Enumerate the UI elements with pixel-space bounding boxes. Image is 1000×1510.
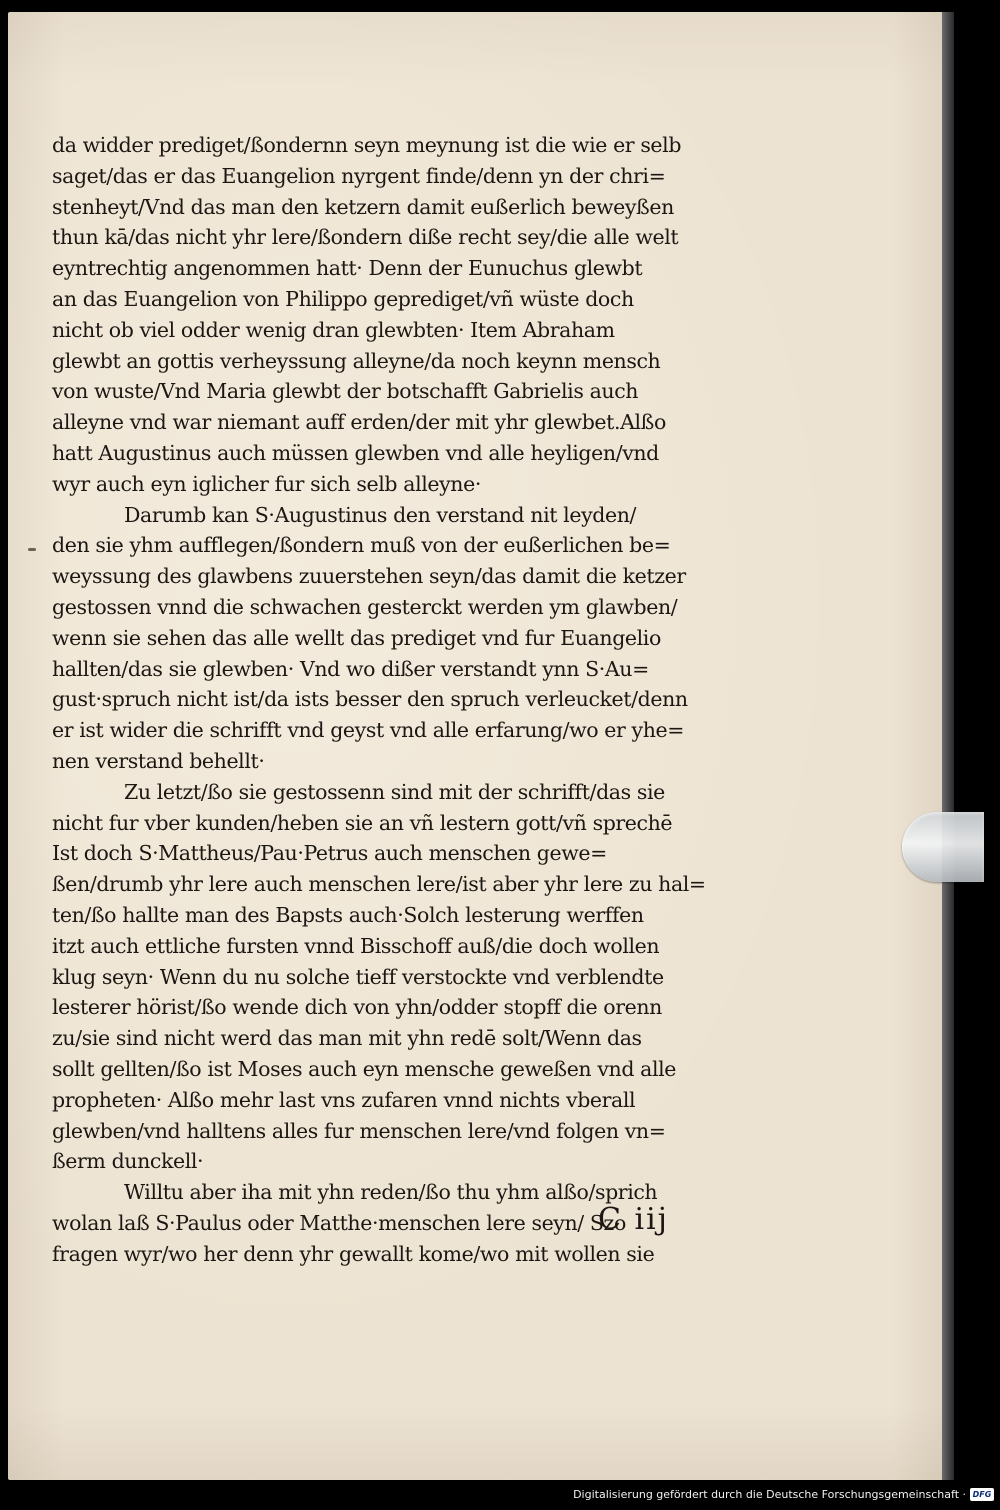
text-line: wenn sie sehen das alle wellt das prediget vnd fur Euangelio [52, 625, 661, 650]
text-line: ßerm dunckell· [52, 1149, 204, 1174]
text-line: propheten· Alßo mehr last vns zufaren vnnd nichts vberall [52, 1087, 636, 1112]
text-line: Zu letzt/ßo sie gestossenn sind mit der schrifft/das sie [124, 779, 665, 804]
text-line: sollt gellten/ßo ist Moses auch eyn mensche geweßen vnd alle [52, 1056, 677, 1081]
text-line: Darumb kan S·Augustinus den verstand nit leyden/ [124, 502, 637, 527]
text-line: Willtu aber iha mit yhn reden/ßo thu yhm alßo/sprich [124, 1180, 658, 1205]
text-line: hallten/das sie glewben· Vnd wo dißer verstandt ynn S·Au= [52, 656, 649, 681]
page-clip-holder [902, 812, 984, 882]
text-line: weyssung des glawbens zuuerstehen seyn/das damit die ketzer [52, 564, 686, 589]
text-line: itzt auch ettliche fursten vnnd Bisschoff auß/die doch wollen [52, 933, 660, 958]
text-line: gust·spruch nicht ist/da ists besser den spruch verleucket/denn [52, 687, 688, 712]
text-line: an das Euangelion von Philippo geprediget/vñ wüste doch [52, 286, 634, 311]
text-line: Ist doch S·Mattheus/Pau·Petrus auch menschen gewe= [52, 841, 607, 866]
text-line: fragen wyr/wo her denn yhr gewallt kome/wo mit wollen sie [52, 1241, 655, 1266]
text-line: lesterer hörist/ßo wende dich von yhn/odder stopff die orenn [52, 995, 662, 1020]
text-line: da widder prediget/ßondernn seyn meynung ist die wie er selb [52, 133, 682, 157]
margin-mark [28, 548, 36, 551]
text-line: von wuste/Vnd Maria glewbt der botschafft Gabrielis auch [52, 379, 639, 404]
funding-credit: Digitalisierung gefördert durch die Deutsche Forschungsgemeinschaft · [573, 1488, 966, 1501]
text-line: gestossen vnnd die schwachen gesterckt werden ym glawben/ [52, 594, 678, 619]
text-line: alleyne vnd war niemant auff erden/der mit yhr glewbet.Alßo [52, 410, 666, 435]
page-edge-shadow [942, 12, 954, 1480]
text-line: nen verstand behellt· [52, 748, 265, 773]
text-line: nicht fur vber kunden/heben sie an vñ lestern gott/vñ sprechē [52, 810, 673, 835]
text-line: den sie yhm aufflegen/ßondern muß von der eußerlichen be= [52, 533, 671, 558]
text-line: glewbt an gottis verheyssung alleyne/da noch keynn mensch [52, 348, 661, 373]
text-line: ßen/drumb yhr lere auch menschen lere/ist aber yhr lere zu hal= [52, 872, 706, 897]
text-line: stenheyt/Vnd das man den ketzern damit eußerlich beweyßen [52, 194, 674, 219]
text-line: zu/sie sind nicht werd das man mit yhn redē solt/Wenn das [52, 1026, 642, 1051]
dfg-logo-icon: DFG [970, 1488, 994, 1501]
text-line: wyr auch eyn iglicher fur sich selb alleyne· [52, 471, 481, 496]
text-line: glewben/vnd halltens alles fur menschen lere/vnd folgen vn= [52, 1118, 666, 1143]
text-line: nicht ob viel odder wenig dran glewbten· Item Abraham [52, 317, 615, 342]
text-line: saget/das er das Euangelion nyrgent finde/denn yn der chri= [52, 163, 666, 188]
text-line: ten/ßo hallte man des Bapsts auch·Solch lesterung werffen [52, 902, 644, 927]
text-line: klug seyn· Wenn du nu solche tieff verstockte vnd verblendte [52, 964, 664, 989]
text-line: eyntrechtig angenommen hatt· Denn der Eunuchus glewbt [52, 256, 643, 281]
text-line: hatt Augustinus auch müssen glewben vnd alle heyligen/vnd [52, 440, 659, 465]
text-line: thun kā/das nicht yhr lere/ßondern diße recht sey/die alle welt [52, 225, 679, 250]
signature-mark: C iij [598, 1202, 669, 1237]
text-line: wolan laß S·Paulus oder Matthe·menschen lere seyn/ Szo [52, 1210, 626, 1235]
text-line: er ist wider die schrifft vnd geyst vnd alle erfarung/wo er yhe= [52, 718, 685, 743]
